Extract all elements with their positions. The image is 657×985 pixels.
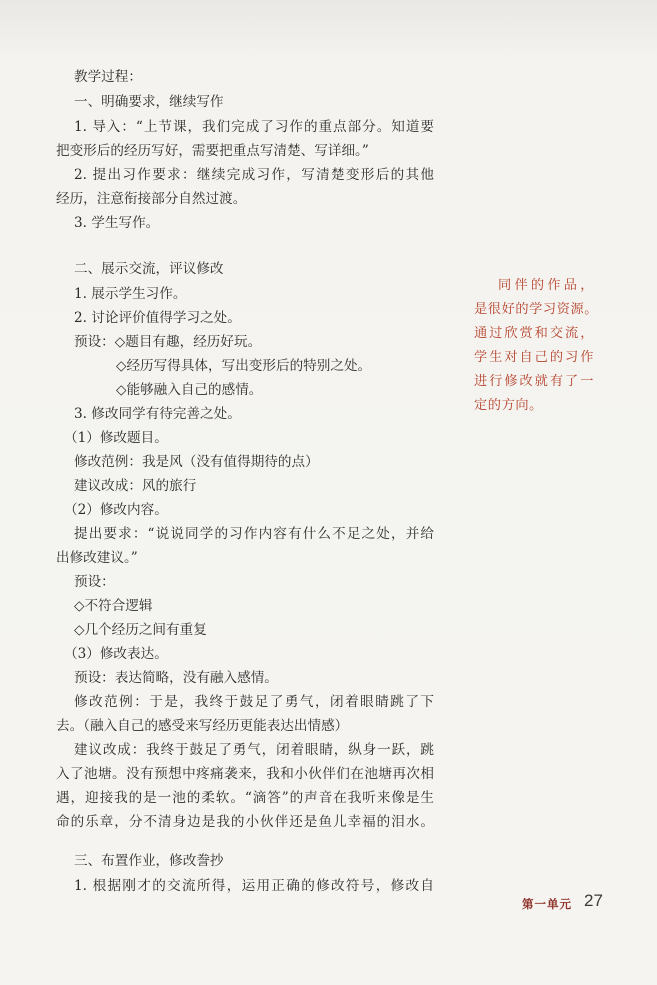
text-line: 3. 学生写作。 xyxy=(74,215,160,231)
text-line: 2. 讨论评价值得学习之处。 xyxy=(74,310,241,326)
text-line: 预设： xyxy=(74,574,115,590)
text-line: 出修改建议。” xyxy=(56,550,138,566)
section-heading: 三、布置作业，修改誊抄 xyxy=(74,853,224,869)
text-line: 3. 修改同学有待完善之处。 xyxy=(74,406,241,422)
text-line: 1. 根据刚才的交流所得，运用正确的修改符号，修改自 xyxy=(74,878,434,894)
unit-label: 第一单元 xyxy=(522,897,572,911)
margin-note-line: 同伴的作品， xyxy=(498,278,594,293)
text-line: （2）修改内容。 xyxy=(64,502,168,518)
margin-note-line: 进行修改就有了一 xyxy=(474,374,594,389)
text-line: 建议改成：我终于鼓足了勇气，闭着眼睛，纵身一跃，跳 xyxy=(74,742,434,758)
section-heading: 二、展示交流，评议修改 xyxy=(74,261,224,277)
text-line: 教学过程： xyxy=(74,69,142,85)
margin-note-line: 通过欣赏和交流， xyxy=(474,326,594,341)
text-line: 遇，迎接我的是一池的柔软。“滴答”的声音在我听来像是生 xyxy=(56,790,434,806)
margin-note-line: 定的方向。 xyxy=(474,398,543,413)
text-line: ◇能够融入自己的感情。 xyxy=(116,382,263,398)
text-line: 2. 提出习作要求：继续完成习作，写清楚变形后的其他 xyxy=(74,167,434,183)
text-line: 经历，注意衔接部分自然过渡。 xyxy=(56,191,247,207)
text-line: 去。（融入自己的感受来写经历更能表达出情感） xyxy=(56,718,349,734)
text-line: 命的乐章，分不清身边是我的小伙伴还是鱼儿幸福的泪水。 xyxy=(56,814,434,830)
margin-note xyxy=(474,274,599,418)
text-line: 入了池塘。没有预想中疼痛袭来，我和小伙伴们在池塘再次相 xyxy=(56,766,434,782)
text-line: 把变形后的经历写好，需要把重点写清楚、写详细。” xyxy=(56,143,369,159)
text-line: 预设：表达简略，没有融入感情。 xyxy=(74,670,278,686)
text-line: ◇经历写得具体，写出变形后的特别之处。 xyxy=(116,358,372,374)
margin-note-line: 是很好的学习资源。 xyxy=(474,302,599,317)
text-line: 建议改成：风的旅行 xyxy=(74,478,197,494)
text-line: ◇不符合逻辑 xyxy=(74,598,153,614)
text-line: ◇几个经历之间有重复 xyxy=(74,622,207,638)
margin-note-line: 学生对自己的习作 xyxy=(474,350,594,365)
page-number: 27 xyxy=(584,891,603,910)
text-line: 修改范例：我是风（没有值得期待的点） xyxy=(74,454,319,470)
text-line: （3）修改表达。 xyxy=(64,646,168,662)
text-line: （1）修改题目。 xyxy=(64,430,168,446)
text-line: 1. 导入：“上节课，我们完成了习作的重点部分。知道要 xyxy=(74,119,434,135)
text-line: 修改范例：于是，我终于鼓足了勇气，闭着眼睛跳了下 xyxy=(74,694,434,710)
text-line: 1. 展示学生习作。 xyxy=(74,286,187,302)
section-heading: 一、明确要求，继续写作 xyxy=(74,94,224,110)
text-line: 提出要求：“说说同学的习作内容有什么不足之处，并给 xyxy=(74,526,434,542)
text-line: 预设：◇题目有趣，经历好玩。 xyxy=(74,334,262,350)
